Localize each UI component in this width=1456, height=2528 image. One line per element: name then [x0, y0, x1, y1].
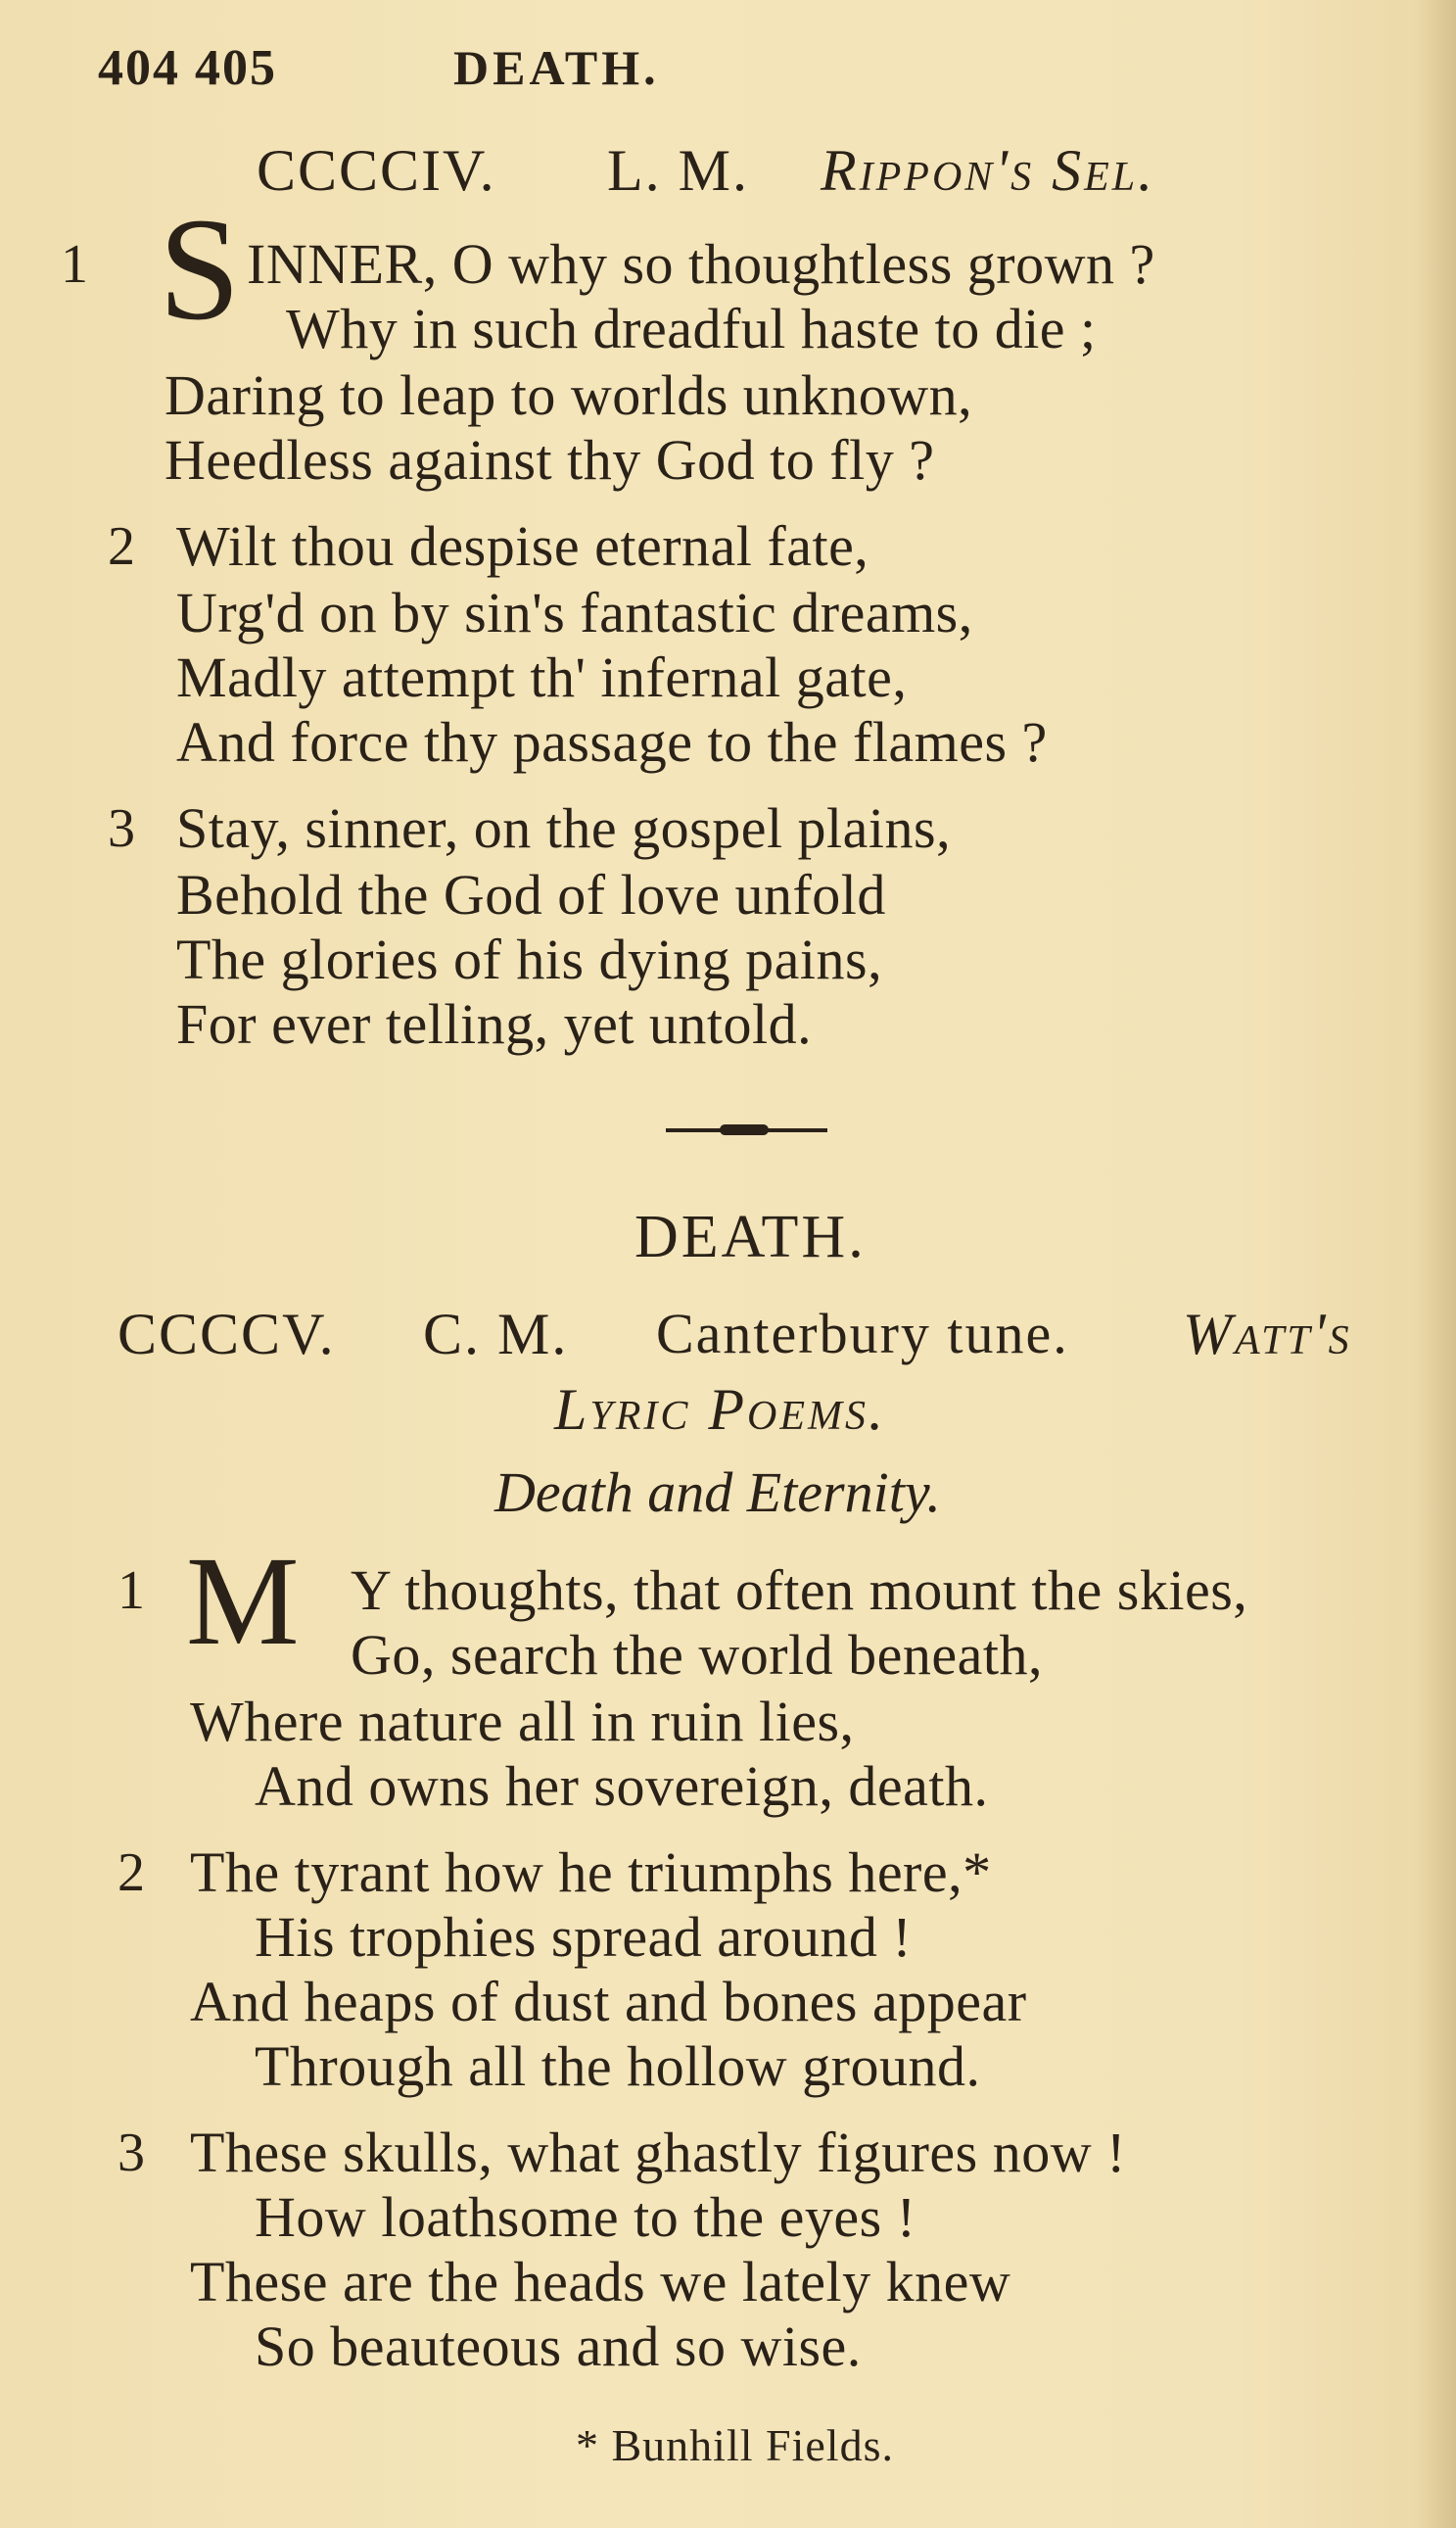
verse-line: Why in such dreadful haste to die ; [286, 297, 1097, 360]
stanza-number: 1 [61, 234, 88, 295]
running-head [98, 39, 660, 97]
drop-cap-m: M [186, 1531, 300, 1672]
hymn-meter-lm: L. M. [607, 138, 749, 203]
section-title: DEATH. [634, 1204, 867, 1270]
verse-line: For ever telling, yet untold. [176, 992, 813, 1056]
verse-line: Daring to leap to worlds unknown, [164, 363, 973, 427]
verse-line: And heaps of dust and bones appear [190, 1970, 1027, 2033]
page-numbers: 404 405 [98, 40, 277, 96]
verse-line: Y thoughts, that often mount the skies, [351, 1558, 1248, 1622]
verse-line: Behold the God of love unfold [176, 863, 886, 927]
stanza-number: 2 [108, 516, 135, 577]
hymn-source-rippon: Rippon's Sel. [821, 138, 1156, 203]
verse-line: Where nature all in ruin lies, [190, 1690, 855, 1753]
verse-line: And owns her sovereign, death. [255, 1754, 989, 1818]
hymn-meter-cm: C. M. [423, 1302, 569, 1366]
verse-line: These are the heads we lately knew [190, 2250, 1011, 2313]
hymn-tune: Canterbury tune. [656, 1302, 1069, 1365]
stanza-number: 3 [108, 798, 135, 859]
verse-line: Go, search the world beneath, [351, 1623, 1044, 1687]
verse-line: Stay, sinner, on the gospel plains, [176, 796, 952, 860]
section-divider-ornament [720, 1124, 769, 1135]
verse-line: Wilt thou despise eternal fate, [176, 514, 869, 578]
stanza-number: 1 [117, 1560, 145, 1621]
footnote: * Bunhill Fields. [576, 2420, 894, 2470]
stanza-number: 2 [117, 1842, 145, 1903]
verse-line: And force thy passage to the flames ? [176, 710, 1048, 774]
verse-line: INNER, O why so thoughtless grown ? [247, 232, 1155, 296]
verse-line: Heedless against thy God to fly ? [164, 428, 935, 492]
stanza-number: 3 [117, 2123, 145, 2183]
drop-cap-s: S [159, 188, 241, 351]
verse-line: The tyrant how he triumphs here,* [190, 1840, 992, 1904]
hymn-number-cccv: CCCCV. [117, 1302, 336, 1366]
verse-line: Madly attempt th' infernal gate, [176, 645, 908, 709]
hymn-number-ccciv: CCCCIV. [257, 138, 496, 203]
hymn-subtitle: Death and Eternity. [494, 1460, 941, 1524]
verse-line: These skulls, what ghastly figures now ! [190, 2121, 1126, 2184]
verse-line: His trophies spread around ! [255, 1905, 913, 1969]
verse-line: Through all the hollow ground. [255, 2034, 981, 2098]
verse-line: The glories of his dying pains, [176, 928, 883, 991]
verse-line: So beauteous and so wise. [255, 2314, 862, 2378]
verse-line: Urg'd on by sin's fantastic dreams, [176, 581, 973, 644]
hymn-source-watts: Watt's [1183, 1302, 1352, 1366]
verse-line: How loathsome to the eyes ! [255, 2185, 916, 2249]
hymn-source-lyric-poems: Lyric Poems. [554, 1377, 887, 1442]
page-edge-shadow [1417, 0, 1456, 2528]
running-title: DEATH. [453, 40, 660, 95]
